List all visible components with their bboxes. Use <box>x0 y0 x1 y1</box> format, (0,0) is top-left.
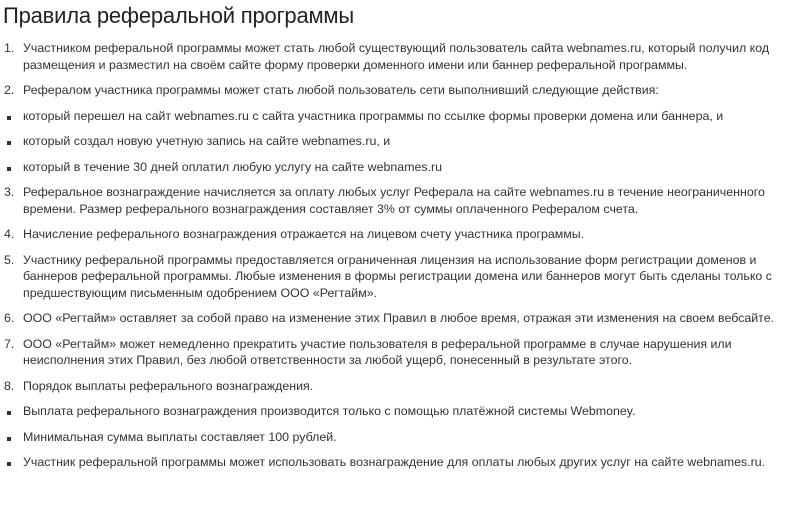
numbered-rule <box>3 184 782 217</box>
numbered-rule <box>3 226 782 243</box>
rule-text: Участник реферальной программы может использовать вознаграждение для оплаты любых других услуг на сайте webnames.ru. <box>23 455 766 469</box>
bullet-icon <box>7 437 11 441</box>
rule-text: Начисление реферального вознаграждения отражается на лицевом счету участника программы. <box>23 227 585 241</box>
rule-number: 3. <box>4 185 15 199</box>
bullet-icon <box>7 116 11 120</box>
bullet-icon <box>7 167 11 171</box>
numbered-rule <box>3 336 782 369</box>
bullet-rule <box>3 133 782 150</box>
bullet-icon <box>7 411 11 415</box>
document-page <box>0 3 792 471</box>
bullet-marker <box>3 108 23 125</box>
rule-number: 4. <box>4 227 15 241</box>
rule-text: который в течение 30 дней оплатил любую услугу на сайте webnames.ru <box>23 159 443 174</box>
bullet-icon <box>7 141 11 145</box>
rule-text: ООО «Регтайм» может немедленно прекратить участие пользователя в реферальной программе в случае нарушения или неисполнения этих Правил, без любой ответственности за любой ущерб, понесенный в результате этого. <box>23 336 732 367</box>
rule-number: 8. <box>4 378 15 393</box>
rule-text: который создал новую учетную запись на сайте webnames.ru, и <box>23 134 391 148</box>
bullet-marker <box>3 133 23 150</box>
bullet-rule <box>3 429 782 446</box>
rule-number: 6. <box>4 311 15 325</box>
rule-number: 1. <box>4 41 15 55</box>
rule-text: Выплата реферального вознаграждения производится только с помощью платёжной системы Webmoney. <box>23 404 636 418</box>
bullet-icon <box>7 462 11 466</box>
rule-text: который перешел на сайт webnames.ru с сайта участника программы по ссылке формы проверки домена или баннера, и <box>23 108 724 123</box>
numbered-rule <box>3 40 782 73</box>
numbered-rule <box>3 378 782 395</box>
rule-text: Рефералом участника программы может стать любой пользователь сети выполнивший следующие действия: <box>23 83 659 97</box>
numbered-rule <box>3 252 782 302</box>
bullet-rule <box>3 159 782 176</box>
rule-text: Порядок выплаты реферального вознаграждения. <box>23 378 314 393</box>
bullet-rule <box>3 454 782 471</box>
bullet-marker <box>3 159 23 176</box>
rule-text: Участником реферальной программы может стать любой существующий пользователь сайта webnames.ru, который получил код размещения и разместил на своём сайте форму проверки доменного имени или баннер реферальной программы. <box>23 41 770 72</box>
rule-number: 2. <box>4 83 15 97</box>
rule-number: 5. <box>4 252 15 267</box>
bullet-rule <box>3 108 782 125</box>
rule-text: Реферальное вознаграждение начисляется за оплату любых услуг Реферала на сайте webnames.ru в течение неограниченного времени. Размер реферального вознаграждения составляет 3% от суммы оплаченного Рефералом счета. <box>23 185 765 216</box>
numbered-rule <box>3 82 782 99</box>
page-title: Правила реферальной программы <box>3 3 354 28</box>
numbered-rule <box>3 310 782 327</box>
bullet-marker <box>3 403 23 420</box>
bullet-rule <box>3 403 782 420</box>
rule-text: ООО «Регтайм» оставляет за собой право на изменение этих Правил в любое время, отражая эти изменения на своем вебсайте. <box>23 311 775 325</box>
rule-number: 7. <box>4 336 15 351</box>
rule-text: Минимальная сумма выплаты составляет 100 рублей. <box>23 429 337 444</box>
bullet-marker <box>3 429 23 446</box>
rule-text: Участнику реферальной программы предоставляется ограниченная лицензия на использование форм регистрации доменов и баннеров реферальной программы. Любые изменения в формы регистрации домена или баннеров могут быть сделаны только с предшествующим письменным одобрением ООО «Регтайм». <box>23 252 772 300</box>
rules-list <box>3 40 782 471</box>
bullet-marker <box>3 454 23 471</box>
